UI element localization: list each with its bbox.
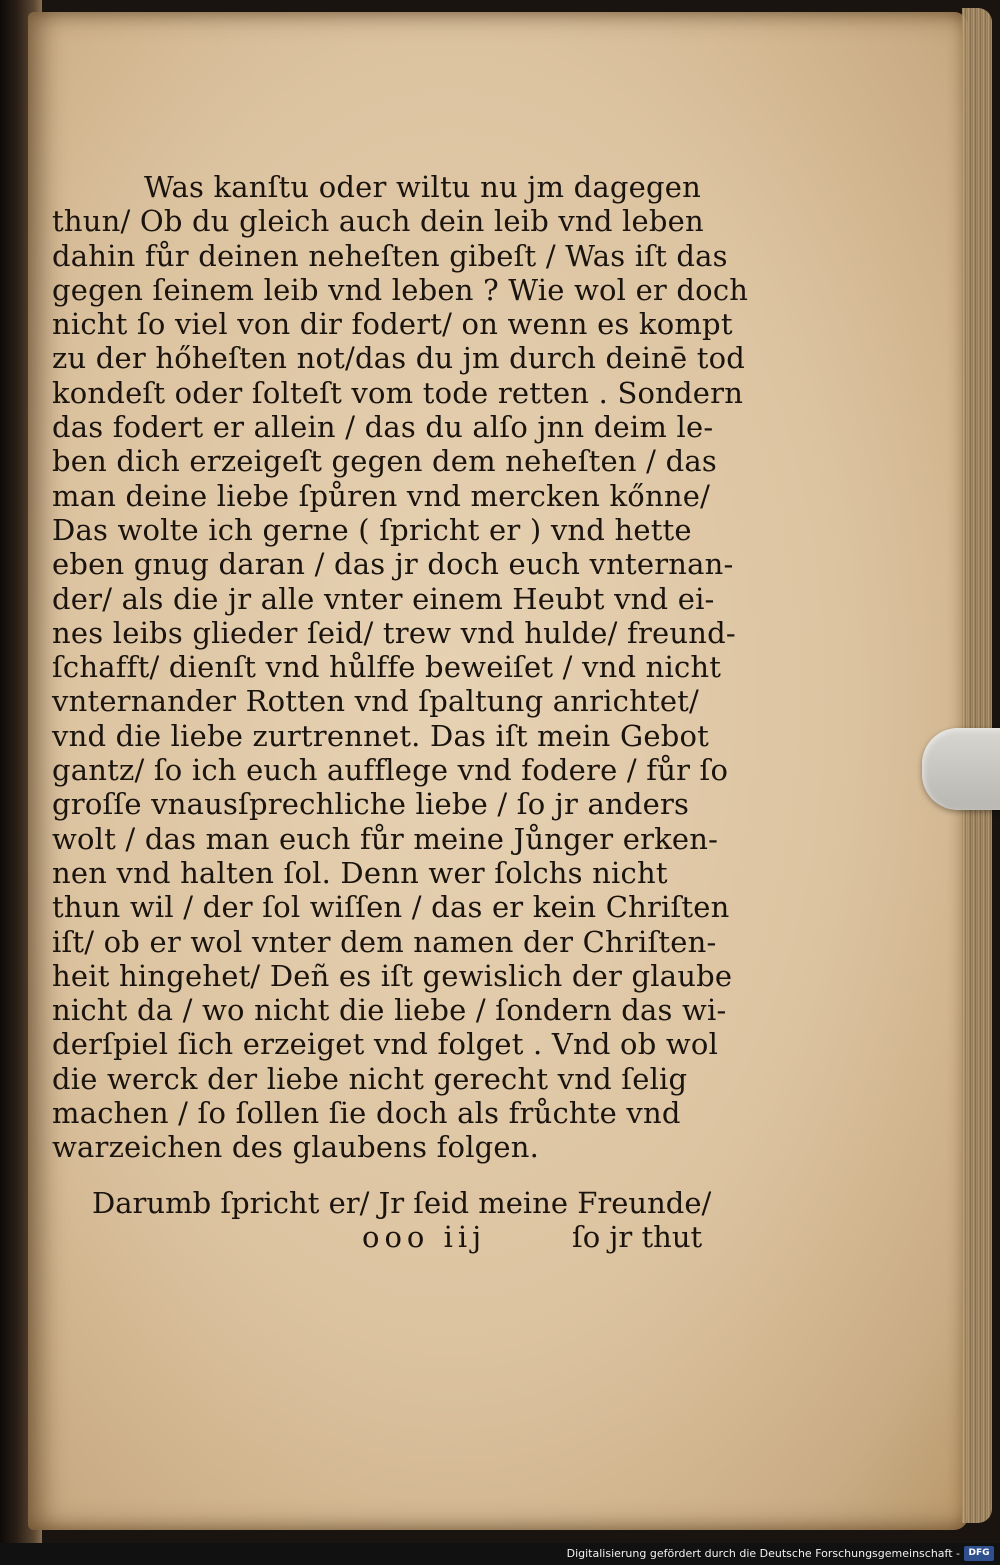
page-footer-row xyxy=(52,1220,712,1254)
text-line: nicht ſo viel von dir fodert/ on wenn es kompt xyxy=(52,307,733,342)
text-line: vnternander Rotten vnd ſpaltung anrichtet/ xyxy=(52,684,700,719)
text-line: gantz/ ſo ich euch aufflege vnd fodere / fůr ſo xyxy=(52,753,729,788)
text-line: man deine liebe ſpůren vnd mercken kőnne/ xyxy=(52,478,711,513)
text-line: thun/ Ob du gleich auch dein leib vnd leben xyxy=(52,204,704,239)
text-line: iſt/ ob er wol vnter dem namen der Chriſten- xyxy=(52,924,717,959)
text-line: thun wil / der ſol wiſſen / das er kein Chriſten xyxy=(52,890,730,925)
text-line: die werck der liebe nicht gerecht vnd ſelig xyxy=(52,1061,688,1096)
text-line: zu der hőheſten not/das du jm durch deinē tod xyxy=(52,341,746,376)
text-line: ſchafft/ dienſt vnd hůlffe beweiſet / vnd nicht xyxy=(52,650,722,685)
text-line: das fodert er allein / das du alſo jnn deim le- xyxy=(52,410,714,445)
text-line: warzeichen des glaubens folgen. xyxy=(52,1130,540,1165)
dfg-logo-icon: DFG xyxy=(964,1546,994,1561)
closing-line: Darumb ſpricht er/ Jr ſeid meine Freunde/ xyxy=(92,1186,712,1220)
text-line: kondeſt oder ſolteſt vom tode retten . Sondern xyxy=(52,375,744,410)
text-line: heit hingehet/ Deñ es iſt gewislich der glaube xyxy=(52,958,733,993)
body-text xyxy=(52,170,749,1165)
text-line: gegen ſeinem leib vnd leben ? Wie wol er doch xyxy=(52,272,749,307)
text-line: vnd die liebe zurtrennet. Das iſt mein Gebot xyxy=(52,718,709,753)
text-line: machen / ſo ſollen ſie doch als frůchte vnd xyxy=(52,1096,681,1131)
text-line: nen vnd halten ſol. Denn wer ſolchs nicht xyxy=(52,855,668,890)
text-line: groſſe vnausſprechliche liebe / ſo jr anders xyxy=(52,787,690,822)
text-line: ben dich erzeigeſt gegen dem neheſten / das xyxy=(52,444,717,479)
funding-credit: Digitalisierung gefördert durch die Deutsche Forschungsgemeinschaft - xyxy=(566,1547,960,1560)
text-line: wolt / das man euch fůr meine Jůnger erken- xyxy=(52,821,719,856)
text-line: eben gnug daran / das jr doch euch vnternan- xyxy=(52,547,734,582)
catchword: ſo jr thut xyxy=(572,1220,703,1254)
text-line: nes leibs glieder ſeid/ trew vnd hulde/ freund- xyxy=(52,615,736,650)
signature-mark: ooo iij xyxy=(362,1220,487,1254)
page-clip xyxy=(922,728,1000,810)
text-line: Das wolte ich gerne ( ſpricht er ) vnd hette xyxy=(52,512,692,547)
text-line: dahin fůr deinen neheſten gibeſt / Was iſt das xyxy=(52,238,728,273)
text-line: Was kanſtu oder wiltu nu jm dagegen xyxy=(144,170,701,204)
text-line: derſpiel ſich erzeiget vnd folget . Vnd ob wol xyxy=(52,1027,719,1062)
text-line: der/ als die jr alle vnter einem Heubt vnd ei- xyxy=(52,581,715,616)
text-line: nicht da / wo nicht die liebe / ſondern das wi- xyxy=(52,993,727,1028)
